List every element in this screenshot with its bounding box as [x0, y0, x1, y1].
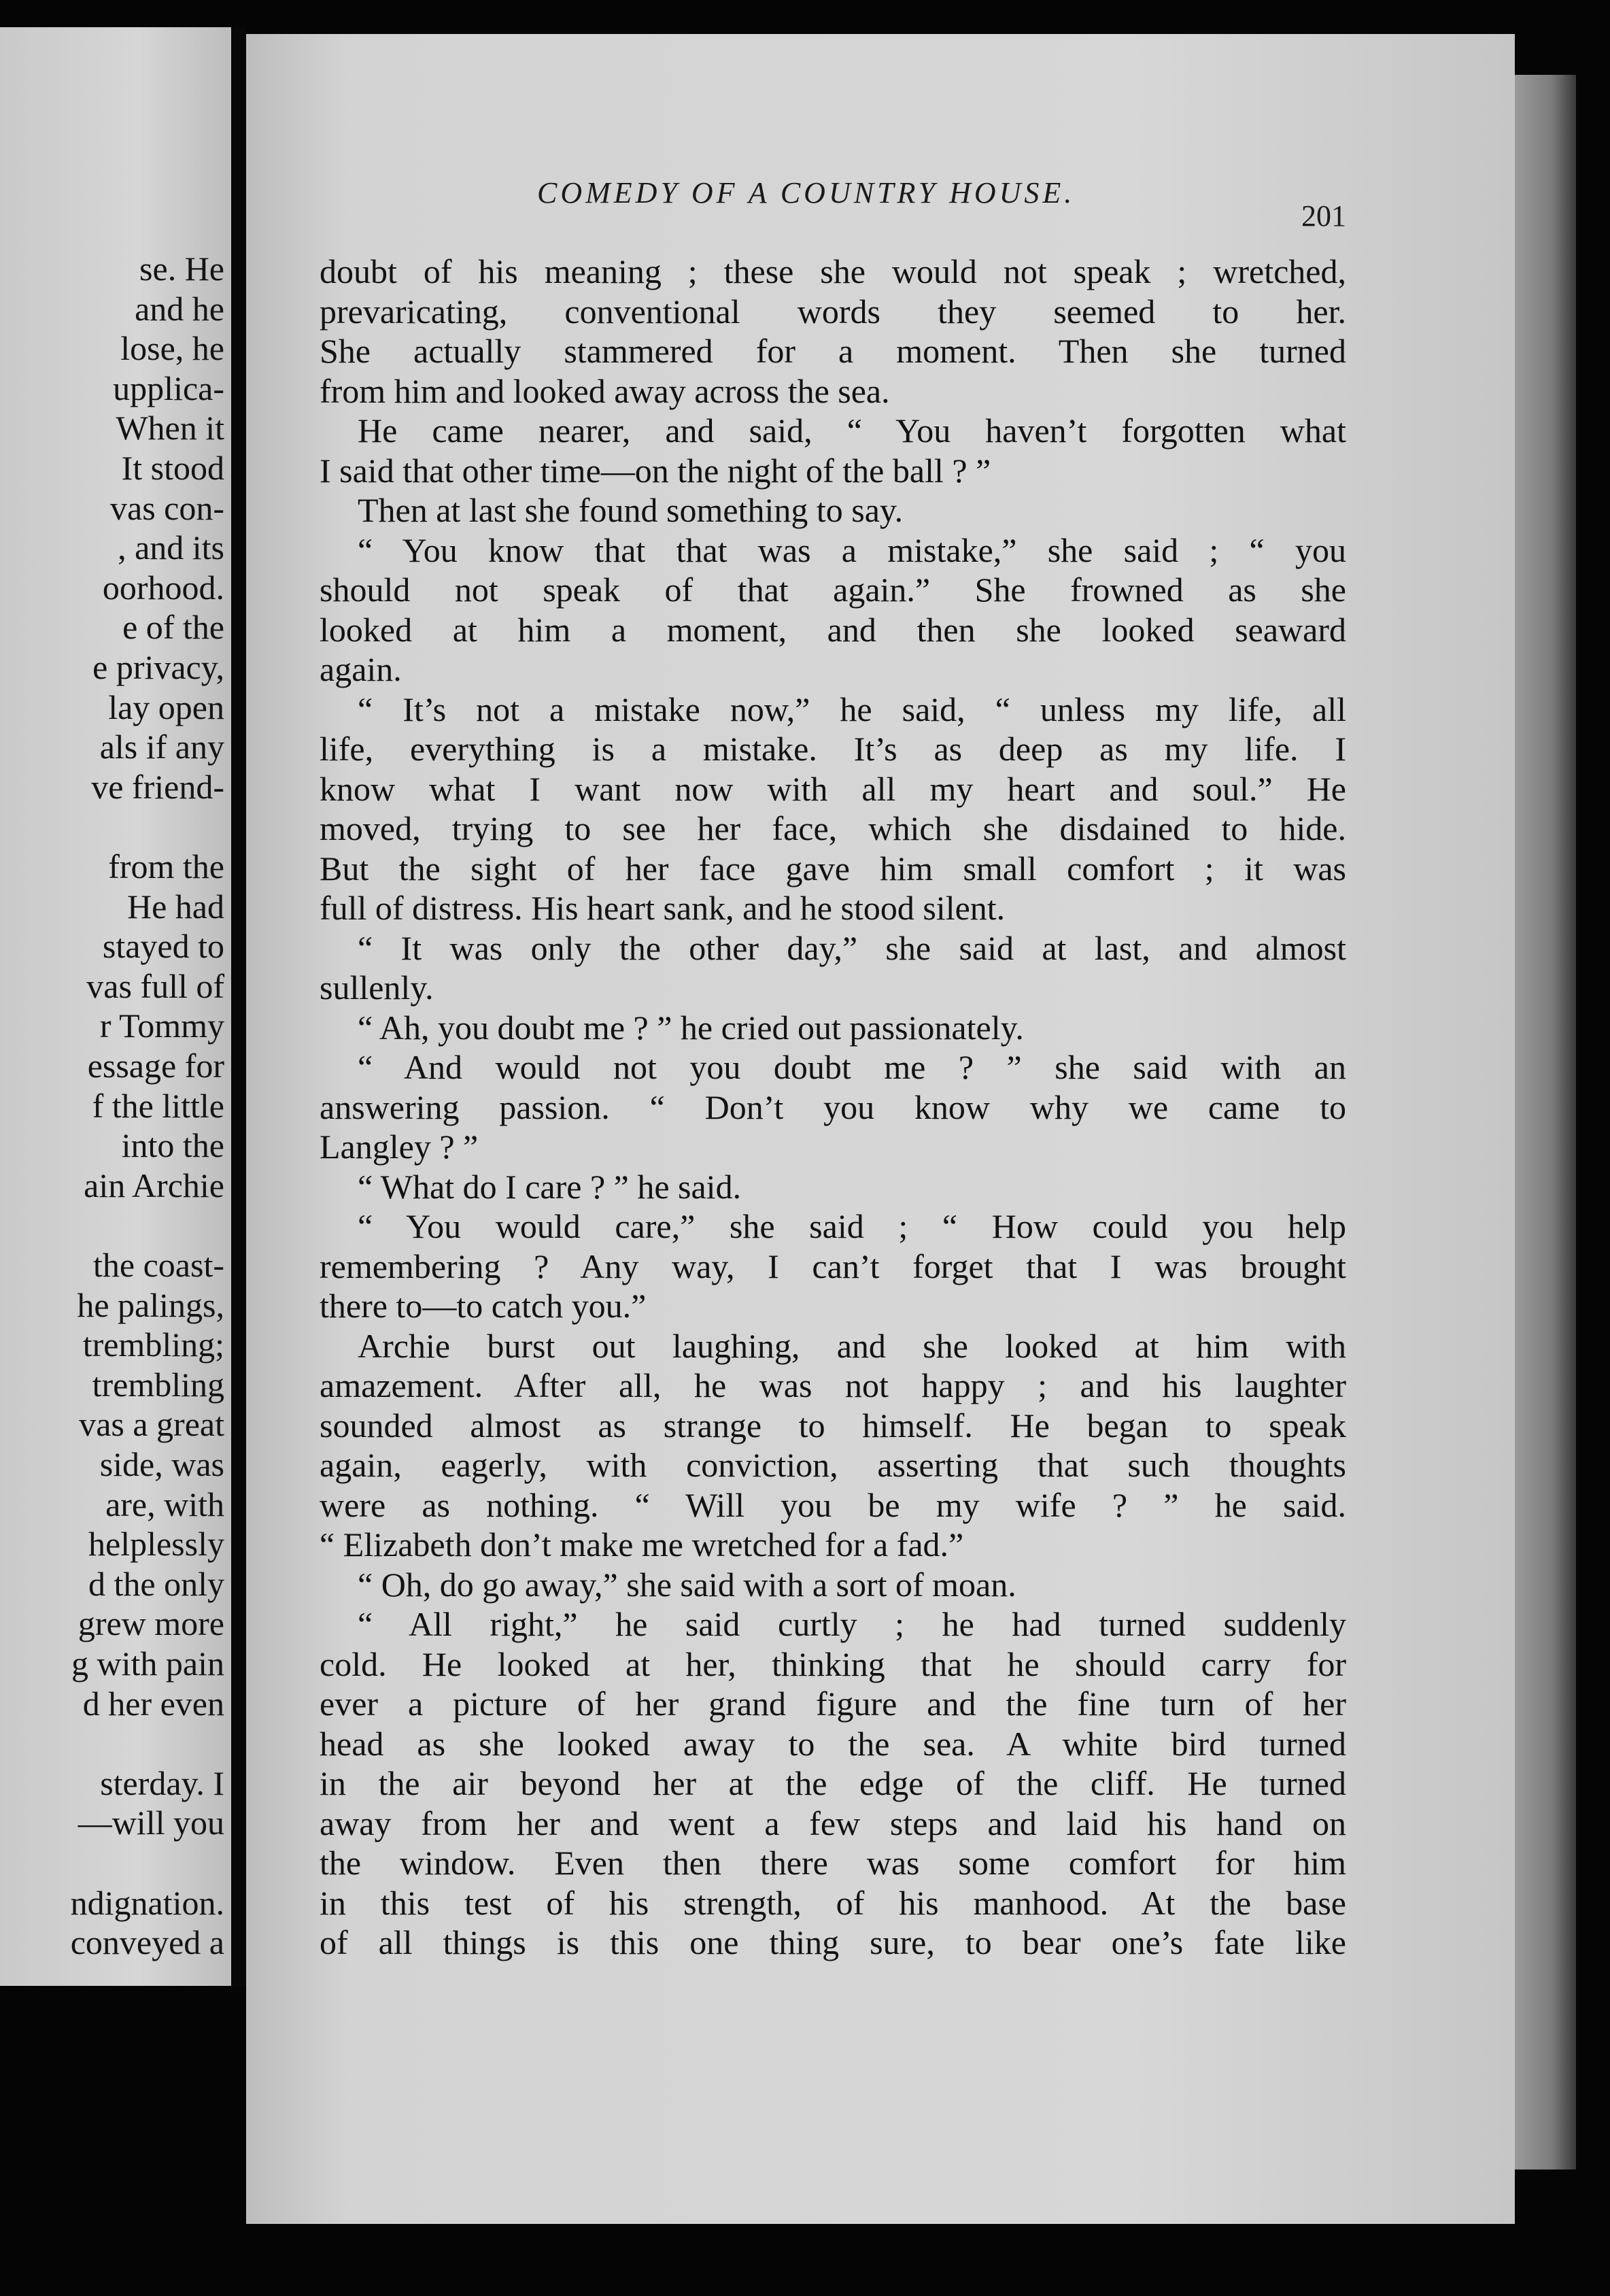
text-line: “ Oh, do go away,” she said with a sort of moan.	[358, 1565, 1016, 1604]
left-page-line: helplessly	[88, 1525, 224, 1564]
text-line: know what I want now with all my heart and soul.” He	[320, 769, 1346, 808]
left-page-line: side, was	[99, 1445, 224, 1483]
text-line: Archie burst out laughing, and she looked at him with	[358, 1326, 1346, 1365]
left-page-line: trembling;	[82, 1326, 224, 1364]
left-page-line: he palings,	[77, 1285, 224, 1324]
text-line: answering passion. “ Don’t you know why we came to	[320, 1087, 1346, 1126]
text-line: ever a picture of her grand figure and the fine turn of her	[320, 1685, 1346, 1723]
text-line: there to—to catch you.”	[320, 1287, 647, 1325]
text-line: Langley ? ”	[320, 1128, 479, 1166]
left-page-line: lay open	[108, 688, 224, 726]
left-page-line: from the	[108, 847, 224, 885]
left-page-line: , and its	[118, 528, 224, 567]
left-page-line: als if any	[99, 728, 224, 766]
text-line: “ What do I care ? ” he said.	[358, 1167, 742, 1206]
text-line: sounded almost as strange to himself. He began to speak	[320, 1406, 1346, 1445]
left-page-line: —will you	[78, 1804, 224, 1842]
text-line: head as she looked away to the sea. A white bird turned	[320, 1724, 1346, 1763]
text-line: She actually stammered for a moment. Then she turned	[320, 332, 1346, 370]
text-line: cold. He looked at her, thinking that he should carry for	[320, 1644, 1346, 1683]
book-gutter	[231, 27, 246, 1986]
text-line: “ You would care,” she said ; “ How could you help	[358, 1207, 1346, 1245]
left-page-line: ve friend-	[91, 767, 224, 806]
text-line: doubt of his meaning ; these she would not speak ; wretched,	[320, 252, 1346, 290]
left-page-line: oorhood.	[102, 568, 224, 607]
left-page-line: vas con-	[110, 488, 224, 527]
left-page-line: are, with	[105, 1485, 224, 1523]
left-page-line: grew more	[78, 1604, 224, 1643]
left-page-line: lose, he	[120, 329, 224, 368]
page-edge	[1515, 75, 1576, 2170]
running-head: COMEDY OF A COUNTRY HOUSE.	[537, 176, 1076, 209]
left-page-line: and he	[135, 289, 224, 328]
text-line: away from her and went a few steps and laid his hand on	[320, 1804, 1346, 1842]
text-line: from him and looked away across the sea.	[320, 371, 890, 410]
text-line: He came nearer, and said, “ You haven’t forgotten what	[358, 411, 1346, 450]
left-page-line: upplica-	[113, 369, 224, 407]
text-line: I said that other time—on the night of the ball ? ”	[320, 451, 991, 490]
left-page-line: essage for	[87, 1047, 224, 1085]
left-page-line: When it	[116, 409, 224, 448]
left-page-line: se. He	[139, 250, 224, 288]
text-line: “ Ah, you doubt me ? ” he cried out passionately.	[358, 1008, 1024, 1047]
left-page-line: d the only	[88, 1564, 224, 1603]
left-page-line: into the	[121, 1126, 224, 1165]
text-line: should not speak of that again.” She frowned as she	[320, 571, 1346, 609]
left-page-line: stayed to	[102, 927, 224, 966]
body-text	[320, 252, 1346, 1963]
text-line: life, everything is a mistake. It’s as deep as my life. I	[320, 730, 1346, 768]
text-line: “ It was only the other day,” she said at last, and almost	[358, 928, 1346, 967]
left-page-line: vas a great	[79, 1405, 224, 1444]
text-line: in this test of his strength, of his manhood. At the base	[320, 1883, 1346, 1922]
text-line: moved, trying to see her face, which she disdained to hide.	[320, 809, 1346, 847]
left-page-line: ain Archie	[84, 1166, 224, 1204]
page-number: 201	[1301, 199, 1346, 233]
left-page-line: sterday. I	[100, 1763, 224, 1802]
left-page-line: f the little	[92, 1086, 224, 1125]
text-line: of all things is this one thing sure, to bear one’s fate like	[320, 1923, 1346, 1961]
text-line: “ Elizabeth don’t make me wretched for a fad.”	[320, 1525, 964, 1564]
left-page-line: He had	[127, 887, 224, 926]
left-page-line: g with pain	[71, 1644, 224, 1683]
left-page-line: e of the	[122, 608, 224, 647]
text-line: prevaricating, conventional words they seemed to her.	[320, 292, 1346, 331]
text-line: were as nothing. “ Will you be my wife ? ” he said.	[320, 1485, 1346, 1524]
text-line: “ It’s not a mistake now,” he said, “ unless my life, all	[358, 690, 1346, 728]
left-page-line: trembling	[92, 1365, 224, 1404]
left-page-line: ndignation.	[70, 1883, 224, 1922]
text-line: looked at him a moment, and then she looked seaward	[320, 610, 1346, 649]
text-line: again, eagerly, with conviction, asserting that such thoughts	[320, 1446, 1346, 1484]
text-line: amazement. After all, he was not happy ; and his laughter	[320, 1366, 1346, 1404]
text-line: the window. Even then there was some comfort for him	[320, 1844, 1346, 1882]
text-line: sullenly.	[320, 968, 434, 1007]
left-page	[0, 27, 231, 1986]
left-page-line: d her even	[82, 1684, 224, 1723]
text-line: remembering ? Any way, I can’t forget that I was brought	[320, 1247, 1346, 1285]
text-line: But the sight of her face gave him small comfort ; it was	[320, 849, 1346, 888]
left-page-line: vas full of	[86, 966, 224, 1005]
left-page-line: It stood	[121, 449, 224, 487]
text-line: “ All right,” he said curtly ; he had turned suddenly	[358, 1605, 1346, 1643]
left-page-line: e privacy,	[92, 648, 224, 686]
text-line: “ You know that that was a mistake,” she said ; “ you	[358, 530, 1346, 569]
text-line: Then at last she found something to say.	[358, 491, 904, 529]
text-line: in the air beyond her at the edge of the cliff. He turned	[320, 1764, 1346, 1802]
text-line: full of distress. His heart sank, and he stood silent.	[320, 889, 1006, 927]
left-page-line: r Tommy	[99, 1007, 224, 1045]
left-page-line: the coast-	[93, 1246, 224, 1284]
text-line: again.	[320, 650, 402, 688]
text-line: “ And would not you doubt me ? ” she said with an	[358, 1048, 1346, 1086]
left-page-line: conveyed a	[70, 1923, 224, 1962]
